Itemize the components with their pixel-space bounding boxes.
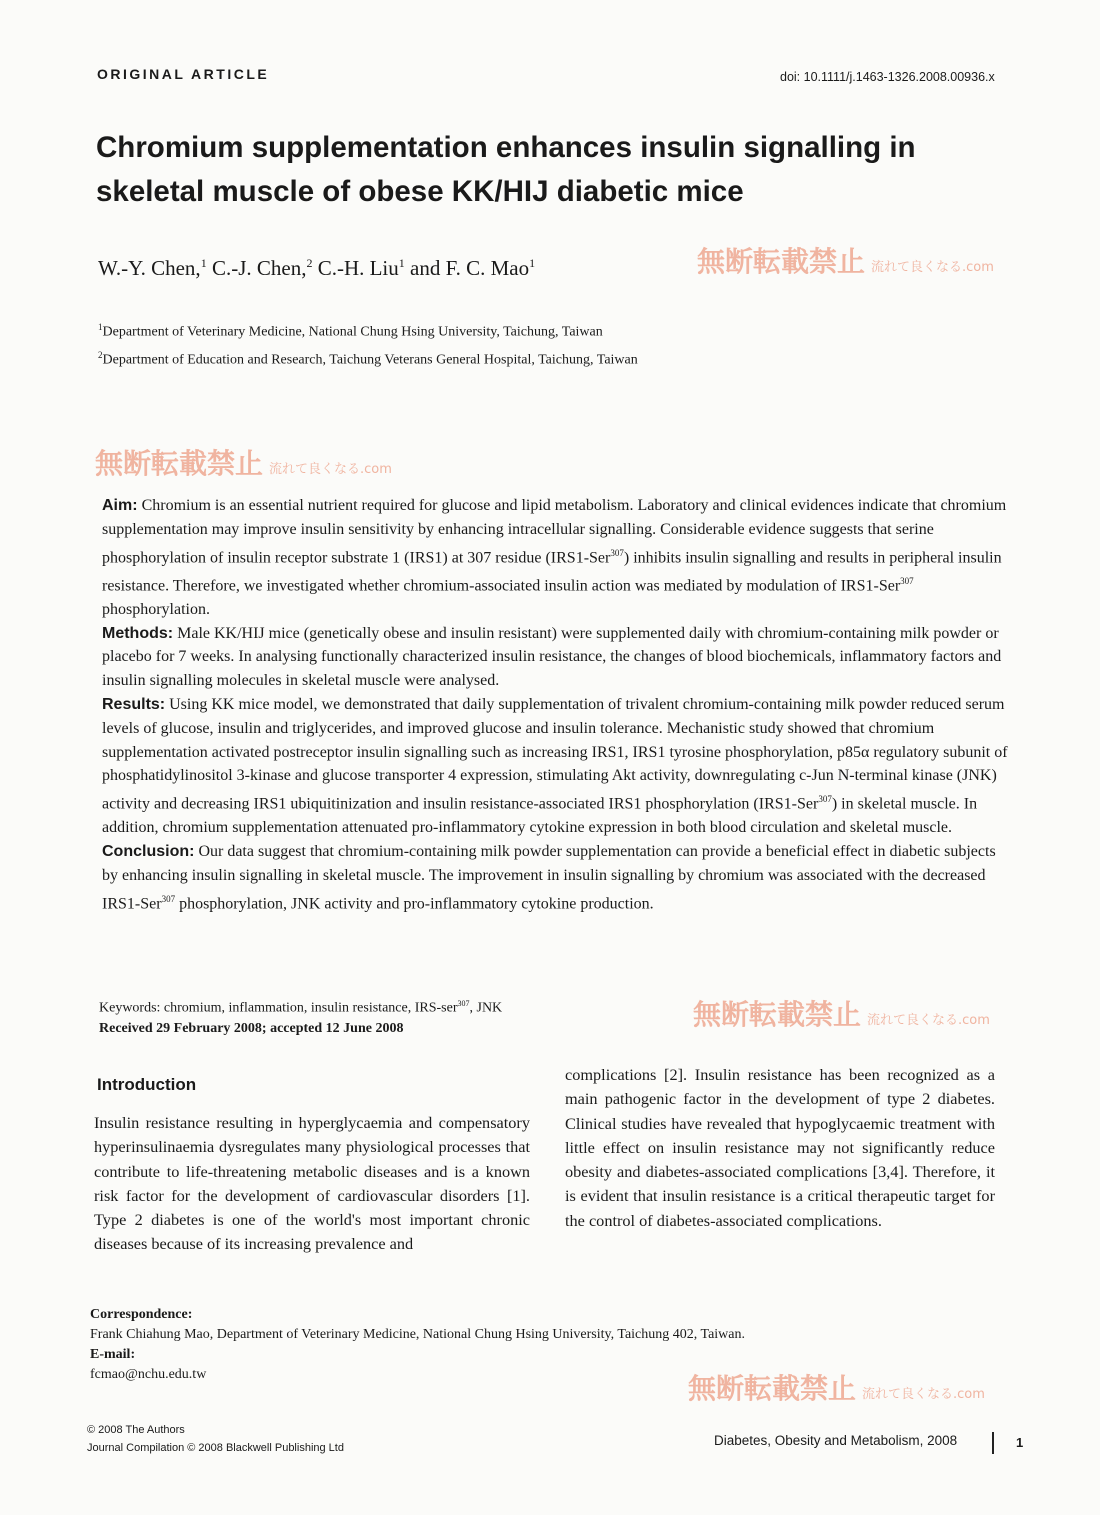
email-address[interactable]: fcmao@nchu.edu.tw	[90, 1367, 207, 1382]
author-list	[98, 256, 535, 281]
abstract-results: Results: Using KK mice model, we demonstrated that daily supplementation of trivalent chromium-containing milk powder reduced serum levels of glucose, insulin and triglycerides, and improved glucose and insulin tolerance. Mechanistic study showed that chromium supplementation activated postreceptor insulin signalling such as increasing IRS1, IRS1 tyrosine phosphorylation, p85α regulatory subunit of phosphatidylinositol 3-kinase and glucose transporter 4 expression, stimulating Akt activity, downregulating c-Jun N-terminal kinase (JNK) activity and decreasing IRS1 ubiquitinization and insulin resistance-associated IRS1 phosphorylation (IRS1-Ser$^{307}$) in skeletal muscle. In addition, chromium supplementation attenuated pro-inflammatory cytokine expression in both blood circulation and skeletal muscle.	[102, 696, 1008, 837]
affiliation-2-number: 2	[98, 349, 103, 360]
correspondence-address: Frank Chiahung Mao, Department of Veterinary Medicine, National Chung Hsing University, Taichung 402, Taiwan.	[90, 1327, 746, 1342]
keywords-block	[99, 994, 502, 1039]
methods-label: Methods:	[102, 624, 174, 642]
abstract-aim: Aim: Chromium is an essential nutrient required for glucose and lipid metabolism. Laboratory and clinical evidences indicate that chromium supplementation may improve insulin sensitivity by enhancing intracellular signalling. Considerable evidence suggests that serine phosphorylation of insulin receptor substrate 1 (IRS1) at 307 residue (IRS1-Ser$^{307}$) inhibits insulin signalling and results in peripheral insulin resistance. Therefore, we investigated whether chromium-associated insulin action was mediated by modulation of IRS1-Ser$^{307}$ phosphorylation.	[102, 497, 1007, 618]
author-3-affil: 1	[398, 256, 405, 270]
page-number: 1	[1016, 1435, 1024, 1450]
watermark-2: 無断転載禁止 流れて良くなる.com	[95, 447, 392, 480]
results-label: Results:	[102, 696, 166, 714]
abstract	[102, 494, 1012, 916]
copyright-authors: © 2008 The Authors	[87, 1424, 185, 1436]
introduction-left-column: Insulin resistance resulting in hyperglycaemia and compensatory hyperinsulinaemia dysregulates many physiological processes that contribute to life-threatening metabolic diseases and is a known risk factor for the development of cardiovascular disorders [1]. Type 2 diabetes is one of the world's most important chronic diseases because of its increasing prevalence and	[94, 1113, 530, 1254]
watermark-1: 無断転載禁止 流れて良くなる.com	[697, 245, 994, 278]
correspondence-label: Correspondence:	[90, 1307, 193, 1322]
affiliation-1-number: 1	[98, 322, 103, 332]
email-label: E-mail:	[90, 1347, 136, 1362]
affiliation-1	[98, 316, 638, 344]
copyright-journal: Journal Compilation © 2008 Blackwell Publishing Ltd	[87, 1442, 344, 1454]
title-line-2: skeletal muscle of obese KK/HIJ diabetic mice	[96, 175, 744, 208]
affiliations	[98, 316, 638, 371]
footer-divider	[992, 1432, 994, 1454]
introduction-right-column: complications [2]. Insulin resistance has been recognized as a main pathogenic factor in the development of type 2 diabetes. Clinical studies have revealed that hypoglycaemic treatment with little effect on insulin resistance may not significantly reduce obesity and diabetes-associated complications [3,4]. Therefore, it is evident that insulin resistance is a critical therapeutic target for the control of diabetes-associated complications.	[565, 1065, 995, 1230]
author-4-affil: 1	[529, 256, 536, 270]
aim-label: Aim:	[102, 497, 138, 514]
introduction-heading: Introduction	[97, 1075, 197, 1094]
keywords: Keywords: chromium, inflammation, insulin resistance, IRS-ser$^{307}$, JNK	[99, 999, 503, 1016]
author-4: and F. C. Mao	[404, 256, 530, 280]
affiliation-2	[98, 344, 638, 372]
doi[interactable]: doi: 10.1111/j.1463-1326.2008.00936.x	[780, 70, 995, 84]
author-2: C.-J. Chen,	[206, 256, 307, 280]
affiliation-1-text: Department of Veterinary Medicine, National Chung Hsing University, Taichung, Taiwan	[102, 324, 603, 340]
watermark-4: 無断転載禁止 流れて良くなる.com	[688, 1372, 985, 1405]
abstract-methods: Methods: Male KK/HIJ mice (genetically obese and insulin resistant) were supplemented daily with chromium-containing milk powder or placebo for 7 weeks. In analysing functionally characterized insulin resistance, the changes of blood biochemicals, inflammatory factors and insulin signalling molecules in skeletal muscle were analysed.	[102, 624, 1002, 690]
conclusion-label: Conclusion:	[102, 843, 195, 861]
copyright	[87, 1421, 344, 1457]
affiliation-2-text: Department of Education and Research, Taichung Veterans General Hospital, Taichung, Taiwan	[102, 352, 638, 368]
author-3: C.-H. Liu	[312, 256, 399, 280]
author-1-affil: 1	[200, 256, 207, 270]
correspondence	[90, 1305, 745, 1385]
journal-name: Diabetes, Obesity and Metabolism, 2008	[714, 1433, 958, 1448]
watermark-3: 無断転載禁止 流れて良くなる.com	[693, 998, 990, 1031]
abstract-conclusion: Conclusion: Our data suggest that chromium-containing milk powder supplementation can provide a beneficial effect in diabetic subjects by enhancing insulin signalling in skeletal muscle. The improvement in insulin signalling by chromium was associated with the decreased IRS1-Ser$^{307}$ phosphorylation, JNK activity and pro-inflammatory cytokine production.	[102, 843, 996, 913]
received-dates: Received 29 February 2008; accepted 12 June 2008	[99, 1020, 404, 1036]
author-2-affil: 2	[306, 256, 313, 270]
section-label: ORIGINAL ARTICLE	[97, 66, 270, 82]
article-title	[96, 126, 1016, 214]
author-1: W.-Y. Chen,	[98, 256, 201, 280]
title-line-1: Chromium supplementation enhances insulin signalling in	[96, 131, 916, 164]
